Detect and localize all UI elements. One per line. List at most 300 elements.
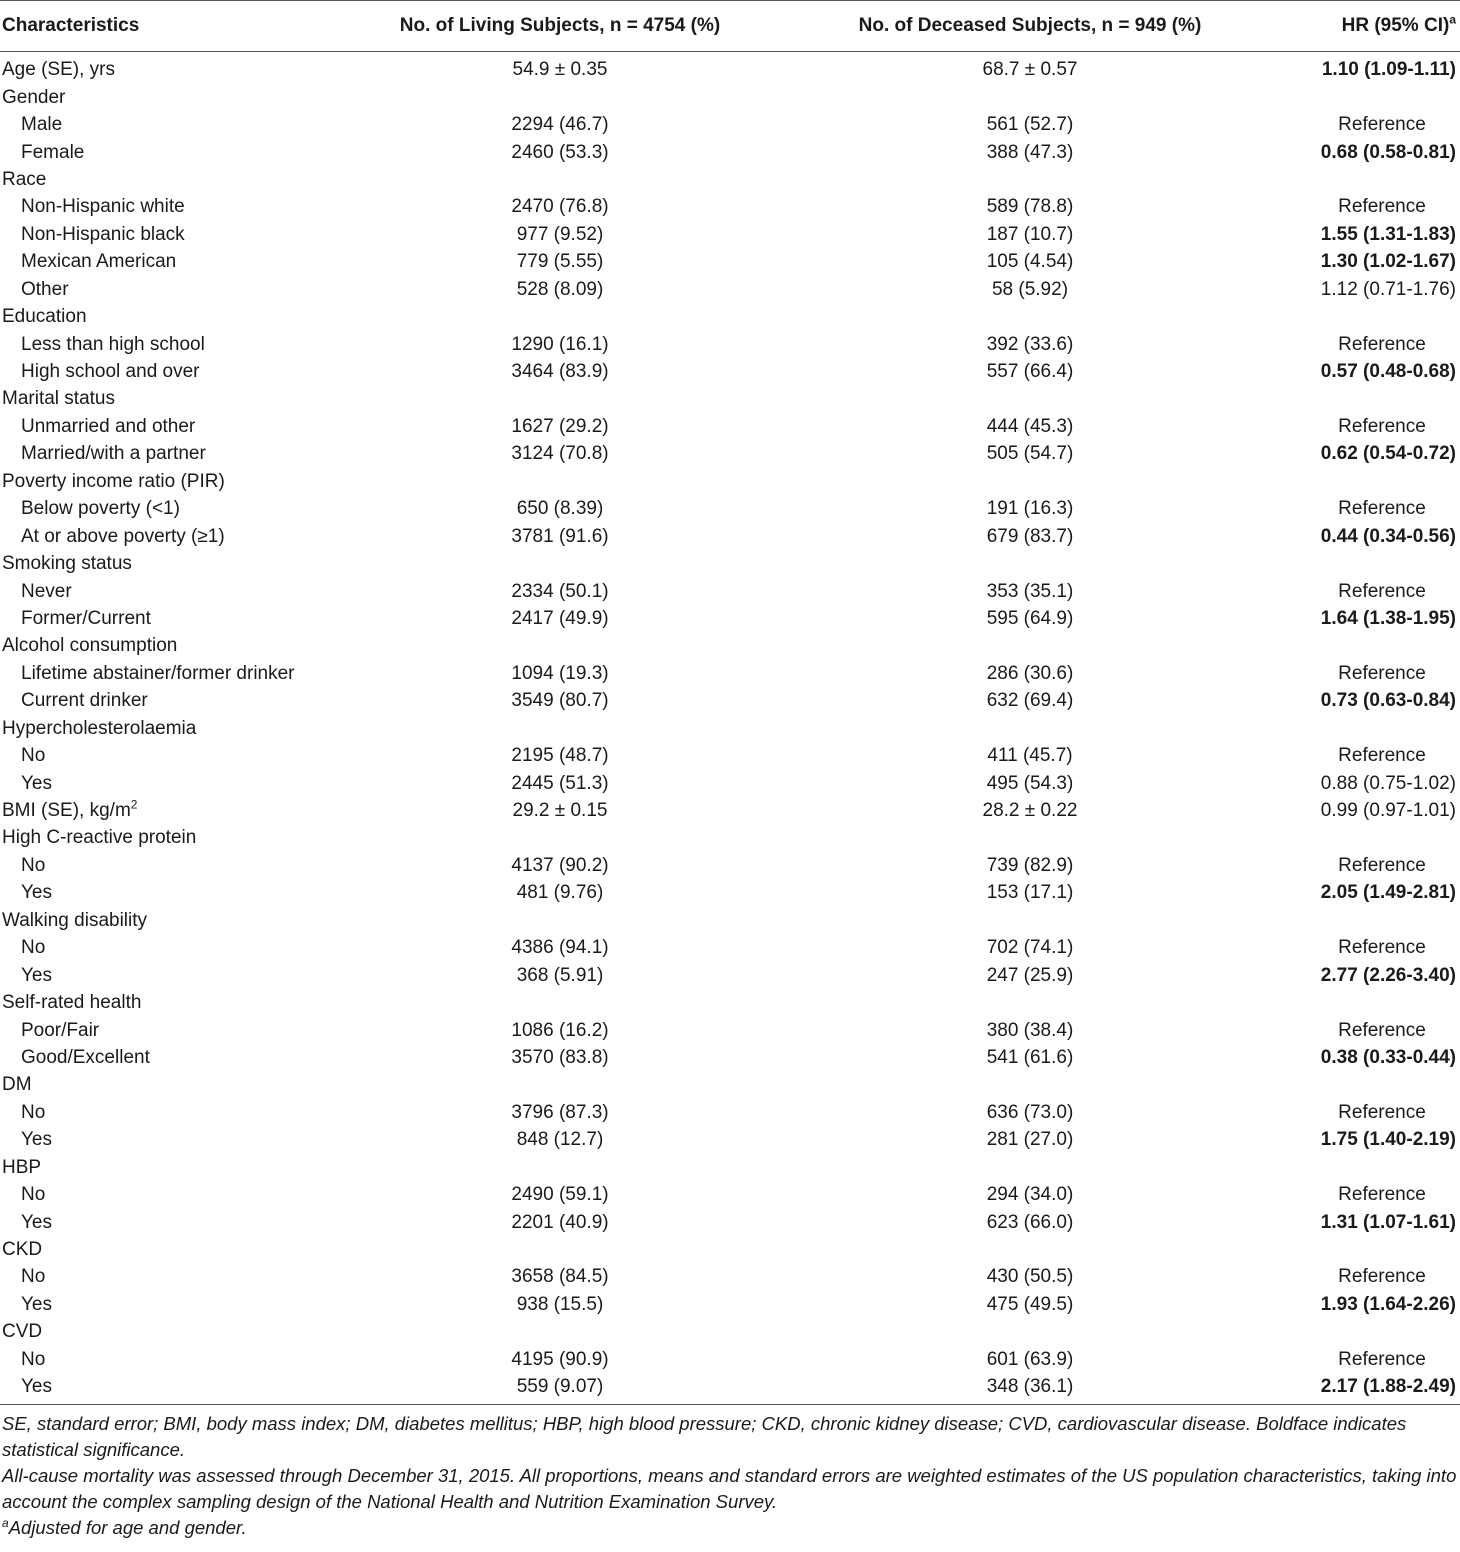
header-hr-text: HR (95% CI) xyxy=(1341,15,1450,36)
cell-hazard-ratio: 0.73 (0.63-0.84) xyxy=(1320,690,1456,712)
row-label-text: No xyxy=(21,1101,46,1123)
cell-hazard-ratio: 1.64 (1.38-1.95) xyxy=(1320,607,1456,629)
header-deceased-subjects: No. of Deceased Subjects, n = 949 (%) xyxy=(780,1,1280,52)
table-row xyxy=(0,879,1460,906)
cell-deceased: 68.7 ± 0.57 xyxy=(982,59,1078,81)
table-row xyxy=(0,989,1460,1016)
row-label-text: No xyxy=(21,854,46,876)
cell-deceased: 153 (17.1) xyxy=(986,882,1074,904)
cell-hazard-ratio xyxy=(1280,1071,1460,1098)
cell-living xyxy=(340,1071,780,1098)
cell-hazard-ratio: Reference xyxy=(1338,745,1426,767)
row-sublabel xyxy=(0,605,340,632)
table-row xyxy=(0,522,1460,549)
table-row xyxy=(0,1208,1460,1235)
cell-deceased: 444 (45.3) xyxy=(986,415,1074,437)
row-label xyxy=(0,1154,340,1181)
table-row xyxy=(0,1373,1460,1400)
cell-deceased: 430 (50.5) xyxy=(986,1266,1074,1288)
cell-living xyxy=(340,468,780,495)
cell-deceased xyxy=(780,83,1280,110)
cell-deceased: 561 (52.7) xyxy=(986,114,1074,136)
cell-hazard-ratio: Reference xyxy=(1338,1019,1426,1041)
row-label xyxy=(0,1071,340,1098)
cell-hazard-ratio: 1.12 (0.71-1.76) xyxy=(1320,278,1456,300)
row-label xyxy=(0,303,340,330)
cell-hazard-ratio xyxy=(1280,989,1460,1016)
cell-deceased xyxy=(780,166,1280,193)
table-row xyxy=(0,248,1460,275)
table-row xyxy=(0,385,1460,412)
cell-deceased: 28.2 ± 0.22 xyxy=(982,800,1078,822)
cell-living: 650 (8.39) xyxy=(516,498,604,520)
table-row xyxy=(0,1181,1460,1208)
cell-hazard-ratio xyxy=(1280,468,1460,495)
row-label-text: No xyxy=(21,937,46,959)
cell-deceased: 187 (10.7) xyxy=(986,223,1074,245)
cell-living: 2294 (46.7) xyxy=(511,114,609,136)
cell-deceased xyxy=(780,1154,1280,1181)
row-sublabel xyxy=(0,440,340,467)
row-label xyxy=(0,1236,340,1263)
row-label-text: No xyxy=(21,1184,46,1206)
cell-deceased: 623 (66.0) xyxy=(986,1211,1074,1233)
row-sublabel xyxy=(0,413,340,440)
row-sublabel xyxy=(0,961,340,988)
cell-living: 1627 (29.2) xyxy=(511,415,609,437)
row-label-text: Unmarried and other xyxy=(21,415,196,437)
header-hr-footnote-mark: a xyxy=(1449,12,1456,27)
row-label-text: Marital status xyxy=(2,388,115,410)
row-label-text: Female xyxy=(21,141,85,163)
cell-hazard-ratio: Reference xyxy=(1338,1184,1426,1206)
row-label-text: Yes xyxy=(21,1376,52,1398)
cell-deceased: 636 (73.0) xyxy=(986,1101,1074,1123)
cell-deceased xyxy=(780,989,1280,1016)
table-row xyxy=(0,632,1460,659)
cell-hazard-ratio: 2.17 (1.88-2.49) xyxy=(1320,1376,1456,1398)
footnote-mark: a xyxy=(2,1516,9,1531)
table-row xyxy=(0,166,1460,193)
cell-hazard-ratio: 0.57 (0.48-0.68) xyxy=(1320,361,1456,383)
row-label-text: At or above poverty (≥1) xyxy=(21,525,225,547)
row-label-text: Yes xyxy=(21,772,52,794)
row-label-text: Male xyxy=(21,114,63,136)
row-label xyxy=(0,632,340,659)
cell-living: 3549 (80.7) xyxy=(511,690,609,712)
cell-hazard-ratio xyxy=(1280,1236,1460,1263)
cell-living xyxy=(340,1154,780,1181)
cell-living: 848 (12.7) xyxy=(516,1129,604,1151)
cell-hazard-ratio: Reference xyxy=(1338,114,1426,136)
cell-living: 2490 (59.1) xyxy=(511,1184,609,1206)
row-sublabel xyxy=(0,248,340,275)
row-label-text: Age (SE), yrs xyxy=(2,59,115,81)
table-row xyxy=(0,495,1460,522)
row-label-text: High school and over xyxy=(21,361,200,383)
cell-deceased xyxy=(780,303,1280,330)
cell-deceased xyxy=(780,632,1280,659)
cell-deceased xyxy=(780,550,1280,577)
cell-hazard-ratio: 2.77 (2.26-3.40) xyxy=(1320,964,1456,986)
cell-deceased xyxy=(780,385,1280,412)
cell-hazard-ratio xyxy=(1280,715,1460,742)
row-sublabel xyxy=(0,1263,340,1290)
cell-hazard-ratio: Reference xyxy=(1338,662,1426,684)
table-row xyxy=(0,1126,1460,1153)
cell-hazard-ratio xyxy=(1280,550,1460,577)
cell-deceased: 557 (66.4) xyxy=(986,361,1074,383)
row-label-text: Poor/Fair xyxy=(21,1019,100,1041)
table-row xyxy=(0,83,1460,110)
cell-deceased: 247 (25.9) xyxy=(986,964,1074,986)
table-row xyxy=(0,330,1460,357)
row-sublabel xyxy=(0,1181,340,1208)
cell-living: 3781 (91.6) xyxy=(511,525,609,547)
cell-deceased: 739 (82.9) xyxy=(986,854,1074,876)
row-sublabel xyxy=(0,138,340,165)
cell-living: 2334 (50.1) xyxy=(511,580,609,602)
row-label-text: Never xyxy=(21,580,72,602)
row-label-text: Yes xyxy=(21,1293,52,1315)
row-label-text: Hypercholesterolaemia xyxy=(2,717,197,739)
cell-hazard-ratio: 0.62 (0.54-0.72) xyxy=(1320,443,1456,465)
table-row xyxy=(0,577,1460,604)
row-label-text: Other xyxy=(21,278,69,300)
row-label-text: Below poverty (<1) xyxy=(21,498,180,520)
cell-hazard-ratio xyxy=(1280,907,1460,934)
row-label-text: Yes xyxy=(21,1211,52,1233)
row-sublabel xyxy=(0,522,340,549)
row-label xyxy=(0,550,340,577)
row-label-text: Alcohol consumption xyxy=(2,635,178,657)
table-row xyxy=(0,934,1460,961)
row-sublabel xyxy=(0,577,340,604)
cell-deceased: 541 (61.6) xyxy=(986,1046,1074,1068)
table-row xyxy=(0,440,1460,467)
cell-hazard-ratio: 2.05 (1.49-2.81) xyxy=(1320,882,1456,904)
cell-deceased: 595 (64.9) xyxy=(986,607,1074,629)
row-label xyxy=(0,83,340,110)
table-row xyxy=(0,824,1460,851)
row-label-text: Education xyxy=(2,306,87,328)
row-label-text: CVD xyxy=(2,1321,43,1343)
row-label xyxy=(0,1318,340,1345)
cell-deceased: 281 (27.0) xyxy=(986,1129,1074,1151)
table-row xyxy=(0,715,1460,742)
cell-hazard-ratio: Reference xyxy=(1338,415,1426,437)
cell-living xyxy=(340,1236,780,1263)
cell-living xyxy=(340,550,780,577)
footnote-text: Adjusted for age and gender. xyxy=(8,1517,247,1539)
cell-living: 2460 (53.3) xyxy=(511,141,609,163)
table-row xyxy=(0,358,1460,385)
table-row xyxy=(0,1099,1460,1126)
table-row xyxy=(0,276,1460,303)
row-label xyxy=(0,797,340,824)
cell-deceased: 702 (74.1) xyxy=(986,937,1074,959)
row-label-text: Mexican American xyxy=(21,251,177,273)
row-sublabel xyxy=(0,687,340,714)
cell-hazard-ratio: Reference xyxy=(1338,1266,1426,1288)
cell-living: 559 (9.07) xyxy=(516,1376,604,1398)
table-row xyxy=(0,1346,1460,1373)
header-living-subjects: No. of Living Subjects, n = 4754 (%) xyxy=(340,1,780,52)
row-label-text: Good/Excellent xyxy=(21,1046,150,1068)
row-label-text: DM xyxy=(2,1074,32,1096)
cell-living xyxy=(340,989,780,1016)
cell-living: 2195 (48.7) xyxy=(511,745,609,767)
cell-deceased: 191 (16.3) xyxy=(986,498,1074,520)
cell-hazard-ratio xyxy=(1280,1154,1460,1181)
row-label-superscript: 2 xyxy=(130,797,138,812)
cell-living: 3570 (83.8) xyxy=(511,1046,609,1068)
table-row xyxy=(0,193,1460,220)
cell-living: 779 (5.55) xyxy=(516,251,604,273)
note-abbreviations: SE, standard error; BMI, body mass index; DM, diabetes mellitus; HBP, high blood pressure; CKD, chronic kidney disease; CVD, cardiovascular disease. Boldface indicates statistical significance. xyxy=(2,1413,1407,1461)
cell-hazard-ratio: Reference xyxy=(1338,854,1426,876)
cell-living: 2445 (51.3) xyxy=(511,772,609,794)
cell-hazard-ratio: 0.99 (0.97-1.01) xyxy=(1320,800,1456,822)
cell-deceased xyxy=(780,468,1280,495)
table-row xyxy=(0,1318,1460,1345)
row-sublabel xyxy=(0,1016,340,1043)
cell-deceased: 601 (63.9) xyxy=(986,1348,1074,1370)
cell-deceased xyxy=(780,1318,1280,1345)
cell-living: 4195 (90.9) xyxy=(511,1348,609,1370)
cell-hazard-ratio: Reference xyxy=(1338,1101,1426,1123)
row-sublabel xyxy=(0,660,340,687)
table-row xyxy=(0,550,1460,577)
row-label-text: Lifetime abstainer/former drinker xyxy=(21,662,295,684)
row-sublabel xyxy=(0,1291,340,1318)
cell-living xyxy=(340,385,780,412)
cell-deceased: 286 (30.6) xyxy=(986,662,1074,684)
cell-living xyxy=(340,715,780,742)
row-label-text: Former/Current xyxy=(21,607,151,629)
table-row xyxy=(0,1044,1460,1071)
cell-living: 54.9 ± 0.35 xyxy=(512,59,608,81)
table-row xyxy=(0,111,1460,138)
cell-hazard-ratio: 1.55 (1.31-1.83) xyxy=(1320,223,1456,245)
cell-hazard-ratio xyxy=(1280,385,1460,412)
table-row xyxy=(0,1263,1460,1290)
row-label-text: High C-reactive protein xyxy=(2,827,197,849)
cell-hazard-ratio: 0.38 (0.33-0.44) xyxy=(1320,1046,1456,1068)
row-sublabel xyxy=(0,1373,340,1400)
table-body xyxy=(0,52,1460,1401)
row-label-text: Current drinker xyxy=(21,690,148,712)
cell-living xyxy=(340,83,780,110)
row-label xyxy=(0,385,340,412)
cell-hazard-ratio xyxy=(1280,166,1460,193)
table-row xyxy=(0,742,1460,769)
cell-hazard-ratio xyxy=(1280,83,1460,110)
table-row xyxy=(0,961,1460,988)
cell-deceased: 495 (54.3) xyxy=(986,772,1074,794)
cell-living: 3124 (70.8) xyxy=(511,443,609,465)
row-sublabel xyxy=(0,1208,340,1235)
row-sublabel xyxy=(0,495,340,522)
cell-deceased xyxy=(780,824,1280,851)
row-label-text: Race xyxy=(2,168,47,190)
cell-deceased xyxy=(780,1071,1280,1098)
row-label-text: CKD xyxy=(2,1239,43,1261)
row-sublabel xyxy=(0,742,340,769)
row-label-text: No xyxy=(21,1266,46,1288)
cell-hazard-ratio xyxy=(1280,1318,1460,1345)
table-row xyxy=(0,468,1460,495)
row-label xyxy=(0,166,340,193)
row-label xyxy=(0,52,340,84)
cell-living: 1094 (19.3) xyxy=(511,662,609,684)
table-row xyxy=(0,52,1460,84)
table-row xyxy=(0,413,1460,440)
row-label-text: Yes xyxy=(21,964,52,986)
row-label-text: Walking disability xyxy=(2,909,148,931)
cell-living xyxy=(340,824,780,851)
cell-deceased: 392 (33.6) xyxy=(986,333,1074,355)
cell-living: 2417 (49.9) xyxy=(511,607,609,629)
row-label-text: Non-Hispanic white xyxy=(21,196,185,218)
row-label-text: Non-Hispanic black xyxy=(21,223,185,245)
cell-living: 4386 (94.1) xyxy=(511,937,609,959)
cell-living: 481 (9.76) xyxy=(516,882,604,904)
table-row xyxy=(0,907,1460,934)
cell-living: 977 (9.52) xyxy=(516,223,604,245)
cell-hazard-ratio: 1.75 (1.40-2.19) xyxy=(1320,1129,1456,1151)
cell-hazard-ratio: Reference xyxy=(1338,498,1426,520)
cell-hazard-ratio: Reference xyxy=(1338,937,1426,959)
cell-living xyxy=(340,1318,780,1345)
cell-living: 29.2 ± 0.15 xyxy=(512,800,608,822)
table-row xyxy=(0,660,1460,687)
table-row xyxy=(0,852,1460,879)
cell-living: 1086 (16.2) xyxy=(511,1019,609,1041)
row-label xyxy=(0,989,340,1016)
table-row xyxy=(0,1071,1460,1098)
cell-deceased: 105 (4.54) xyxy=(986,251,1074,273)
row-label-text: BMI (SE), kg/m xyxy=(2,800,131,822)
cell-deceased xyxy=(780,715,1280,742)
header-characteristics: Characteristics xyxy=(0,1,340,52)
table-row xyxy=(0,1154,1460,1181)
cell-living xyxy=(340,907,780,934)
cell-hazard-ratio: Reference xyxy=(1338,196,1426,218)
row-sublabel xyxy=(0,276,340,303)
cell-living: 368 (5.91) xyxy=(516,964,604,986)
cell-hazard-ratio xyxy=(1280,632,1460,659)
cell-deceased xyxy=(780,907,1280,934)
cell-hazard-ratio xyxy=(1280,303,1460,330)
row-label-text: No xyxy=(21,745,46,767)
cell-deceased: 475 (49.5) xyxy=(986,1293,1074,1315)
cell-deceased: 411 (45.7) xyxy=(987,745,1073,767)
row-label-text: Poverty income ratio (PIR) xyxy=(2,470,225,492)
cell-hazard-ratio: 0.44 (0.34-0.56) xyxy=(1320,525,1456,547)
row-sublabel xyxy=(0,1099,340,1126)
row-sublabel xyxy=(0,934,340,961)
table-row xyxy=(0,138,1460,165)
table-row xyxy=(0,769,1460,796)
cell-living: 4137 (90.2) xyxy=(511,854,609,876)
row-label xyxy=(0,468,340,495)
cell-hazard-ratio: Reference xyxy=(1338,580,1426,602)
row-label-text: Yes xyxy=(21,1129,52,1151)
cell-deceased: 632 (69.4) xyxy=(986,690,1074,712)
cell-living xyxy=(340,166,780,193)
note-footnote xyxy=(2,1515,1458,1541)
row-label xyxy=(0,824,340,851)
cell-living: 1290 (16.1) xyxy=(511,333,609,355)
row-label-text: Smoking status xyxy=(2,553,132,575)
row-sublabel xyxy=(0,769,340,796)
cell-living xyxy=(340,303,780,330)
note-mortality: All-cause mortality was assessed through December 31, 2015. All proportions, means and standard errors are weighted estimates of the US population characteristics, taking into account the complex sampling design of the National Health and Nutrition Examination Survey. xyxy=(2,1465,1457,1513)
table-header-row xyxy=(0,1,1460,52)
row-label-text: Married/with a partner xyxy=(21,443,206,465)
header-hazard-ratio xyxy=(1280,1,1460,52)
row-label-text: Yes xyxy=(21,882,52,904)
table-notes xyxy=(0,1405,1460,1541)
cell-living: 3796 (87.3) xyxy=(511,1101,609,1123)
cell-living: 3658 (84.5) xyxy=(511,1266,609,1288)
table-row xyxy=(0,605,1460,632)
row-label-text: Gender xyxy=(2,86,66,108)
cell-living: 2201 (40.9) xyxy=(511,1211,609,1233)
cell-deceased: 348 (36.1) xyxy=(986,1376,1074,1398)
table-row xyxy=(0,1236,1460,1263)
cell-deceased: 505 (54.7) xyxy=(986,443,1074,465)
row-sublabel xyxy=(0,1346,340,1373)
cell-deceased: 58 (5.92) xyxy=(991,278,1069,300)
row-label-text: Self-rated health xyxy=(2,992,142,1014)
table-row xyxy=(0,687,1460,714)
row-sublabel xyxy=(0,358,340,385)
row-label xyxy=(0,907,340,934)
cell-hazard-ratio: 1.10 (1.09-1.11) xyxy=(1321,59,1456,81)
cell-hazard-ratio: 0.88 (0.75-1.02) xyxy=(1320,772,1456,794)
cell-deceased: 589 (78.8) xyxy=(986,196,1074,218)
table-row xyxy=(0,221,1460,248)
cell-living: 938 (15.5) xyxy=(516,1293,604,1315)
table-row xyxy=(0,1016,1460,1043)
cell-deceased: 353 (35.1) xyxy=(986,580,1074,602)
table-row xyxy=(0,303,1460,330)
cell-hazard-ratio: 1.31 (1.07-1.61) xyxy=(1320,1211,1456,1233)
cell-deceased xyxy=(780,1236,1280,1263)
row-label-text: No xyxy=(21,1348,46,1370)
cell-living: 3464 (83.9) xyxy=(511,361,609,383)
table-row xyxy=(0,1291,1460,1318)
table-row xyxy=(0,797,1460,824)
row-sublabel xyxy=(0,193,340,220)
cell-living: 2470 (76.8) xyxy=(511,196,609,218)
row-sublabel xyxy=(0,1044,340,1071)
row-sublabel xyxy=(0,852,340,879)
row-label-text: HBP xyxy=(2,1156,42,1178)
row-sublabel xyxy=(0,879,340,906)
row-label-text: Less than high school xyxy=(21,333,205,355)
cell-deceased: 380 (38.4) xyxy=(986,1019,1074,1041)
cell-living xyxy=(340,632,780,659)
cell-hazard-ratio: 1.30 (1.02-1.67) xyxy=(1320,251,1456,273)
cell-hazard-ratio: Reference xyxy=(1338,1348,1426,1370)
cell-hazard-ratio: Reference xyxy=(1338,333,1426,355)
cell-deceased: 679 (83.7) xyxy=(986,525,1074,547)
cell-deceased: 388 (47.3) xyxy=(986,141,1074,163)
row-label xyxy=(0,715,340,742)
